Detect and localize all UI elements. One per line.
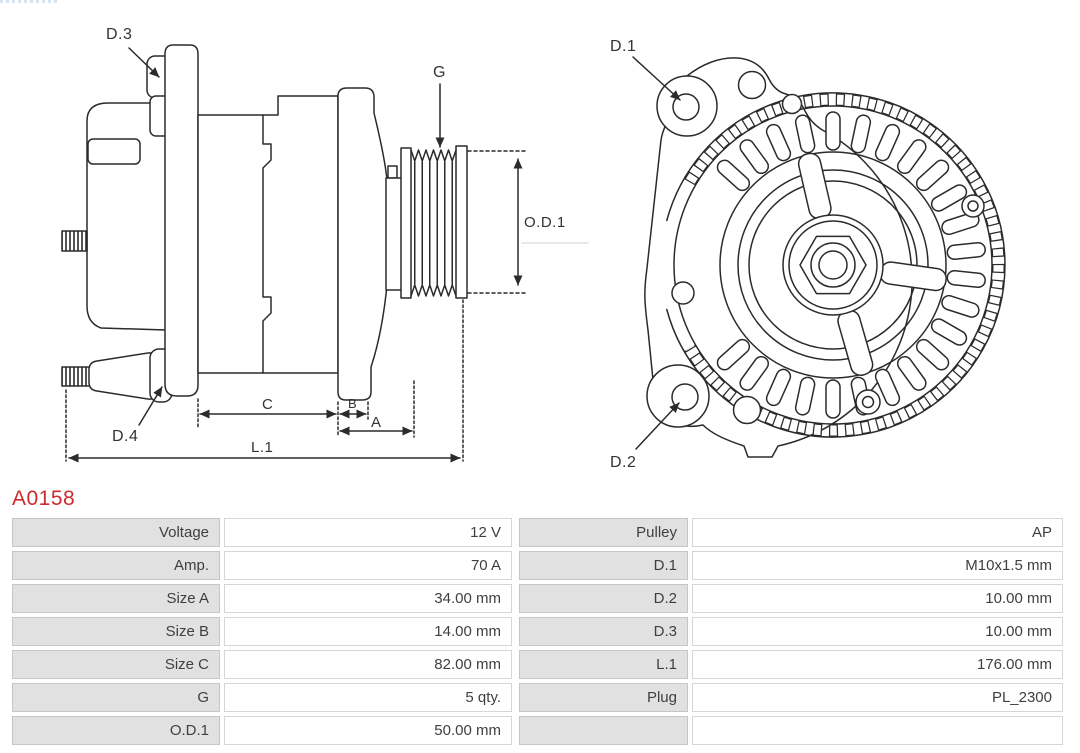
label-od1: O.D.1: [524, 214, 566, 231]
spec-label-left: Size B: [12, 617, 220, 646]
spec-value-left: 50.00 mm: [224, 716, 512, 745]
spec-value-right: 176.00 mm: [692, 650, 1063, 679]
spec-label-left: Size C: [12, 650, 220, 679]
leader-d1: [633, 57, 680, 100]
spec-value-right: [692, 716, 1063, 745]
bracket-drive-end: [338, 88, 390, 400]
spec-label-right: D.2: [519, 584, 688, 613]
spec-label-left: G: [12, 683, 220, 712]
spec-label-left: Voltage: [12, 518, 220, 547]
spec-label-right: D.1: [519, 551, 688, 580]
spec-value-left: 12 V: [224, 518, 512, 547]
spec-label-left: Amp.: [12, 551, 220, 580]
rim-mount-right: [962, 195, 984, 217]
spec-label-right: D.3: [519, 617, 688, 646]
pulley-flange-right: [456, 146, 467, 298]
label-d3: D.3: [106, 26, 133, 43]
spec-label-right: Plug: [519, 683, 688, 712]
hole-bottom-mid: [734, 397, 761, 424]
front-view: [633, 57, 1005, 457]
hole-top-small: [783, 95, 802, 114]
part-number: A0158: [12, 487, 76, 510]
spec-table: [12, 518, 1064, 749]
spec-value-left: 82.00 mm: [224, 650, 512, 679]
hole-mid-left: [672, 282, 694, 304]
rear-housing-slot: [88, 139, 140, 164]
label-a: A: [371, 414, 382, 431]
label-b: B: [348, 396, 358, 411]
side-view: [62, 45, 588, 461]
label-d1: D.1: [610, 38, 637, 55]
pulley-flange-left: [401, 148, 411, 298]
spec-value-right: 10.00 mm: [692, 584, 1063, 613]
terminal-stud: [62, 231, 87, 251]
label-l1: L.1: [251, 439, 274, 456]
shaft-key: [388, 166, 397, 178]
table-row: [12, 617, 1064, 646]
spec-value-left: 70 A: [224, 551, 512, 580]
spec-value-right: PL_2300: [692, 683, 1063, 712]
spec-label-left: O.D.1: [12, 716, 220, 745]
table-row: [12, 650, 1064, 679]
shaft-washer: [811, 243, 855, 287]
spec-value-left: 14.00 mm: [224, 617, 512, 646]
label-d2: D.2: [610, 454, 637, 471]
table-row: [12, 584, 1064, 613]
spec-value-right: M10x1.5 mm: [692, 551, 1063, 580]
label-d4: D.4: [112, 428, 139, 445]
spec-value-right: AP: [692, 518, 1063, 547]
spec-value-right: 10.00 mm: [692, 617, 1063, 646]
main-body: [198, 96, 338, 373]
spec-label-left: Size A: [12, 584, 220, 613]
spec-label-right: [519, 716, 688, 745]
table-row: [12, 716, 1064, 745]
hole-top-large: [739, 72, 766, 99]
spec-value-left: 34.00 mm: [224, 584, 512, 613]
spec-label-right: L.1: [519, 650, 688, 679]
table-row: [12, 518, 1064, 547]
spec-label-right: Pulley: [519, 518, 688, 547]
label-c: C: [262, 396, 274, 413]
table-row: [12, 551, 1064, 580]
rear-housing: [87, 103, 166, 330]
label-g: G: [433, 64, 446, 81]
connector-d4: [89, 353, 157, 399]
rim-mount-bottom: [856, 390, 880, 414]
table-row: [12, 683, 1064, 712]
spec-value-left: 5 qty.: [224, 683, 512, 712]
bracket-arm-left: [165, 45, 198, 396]
